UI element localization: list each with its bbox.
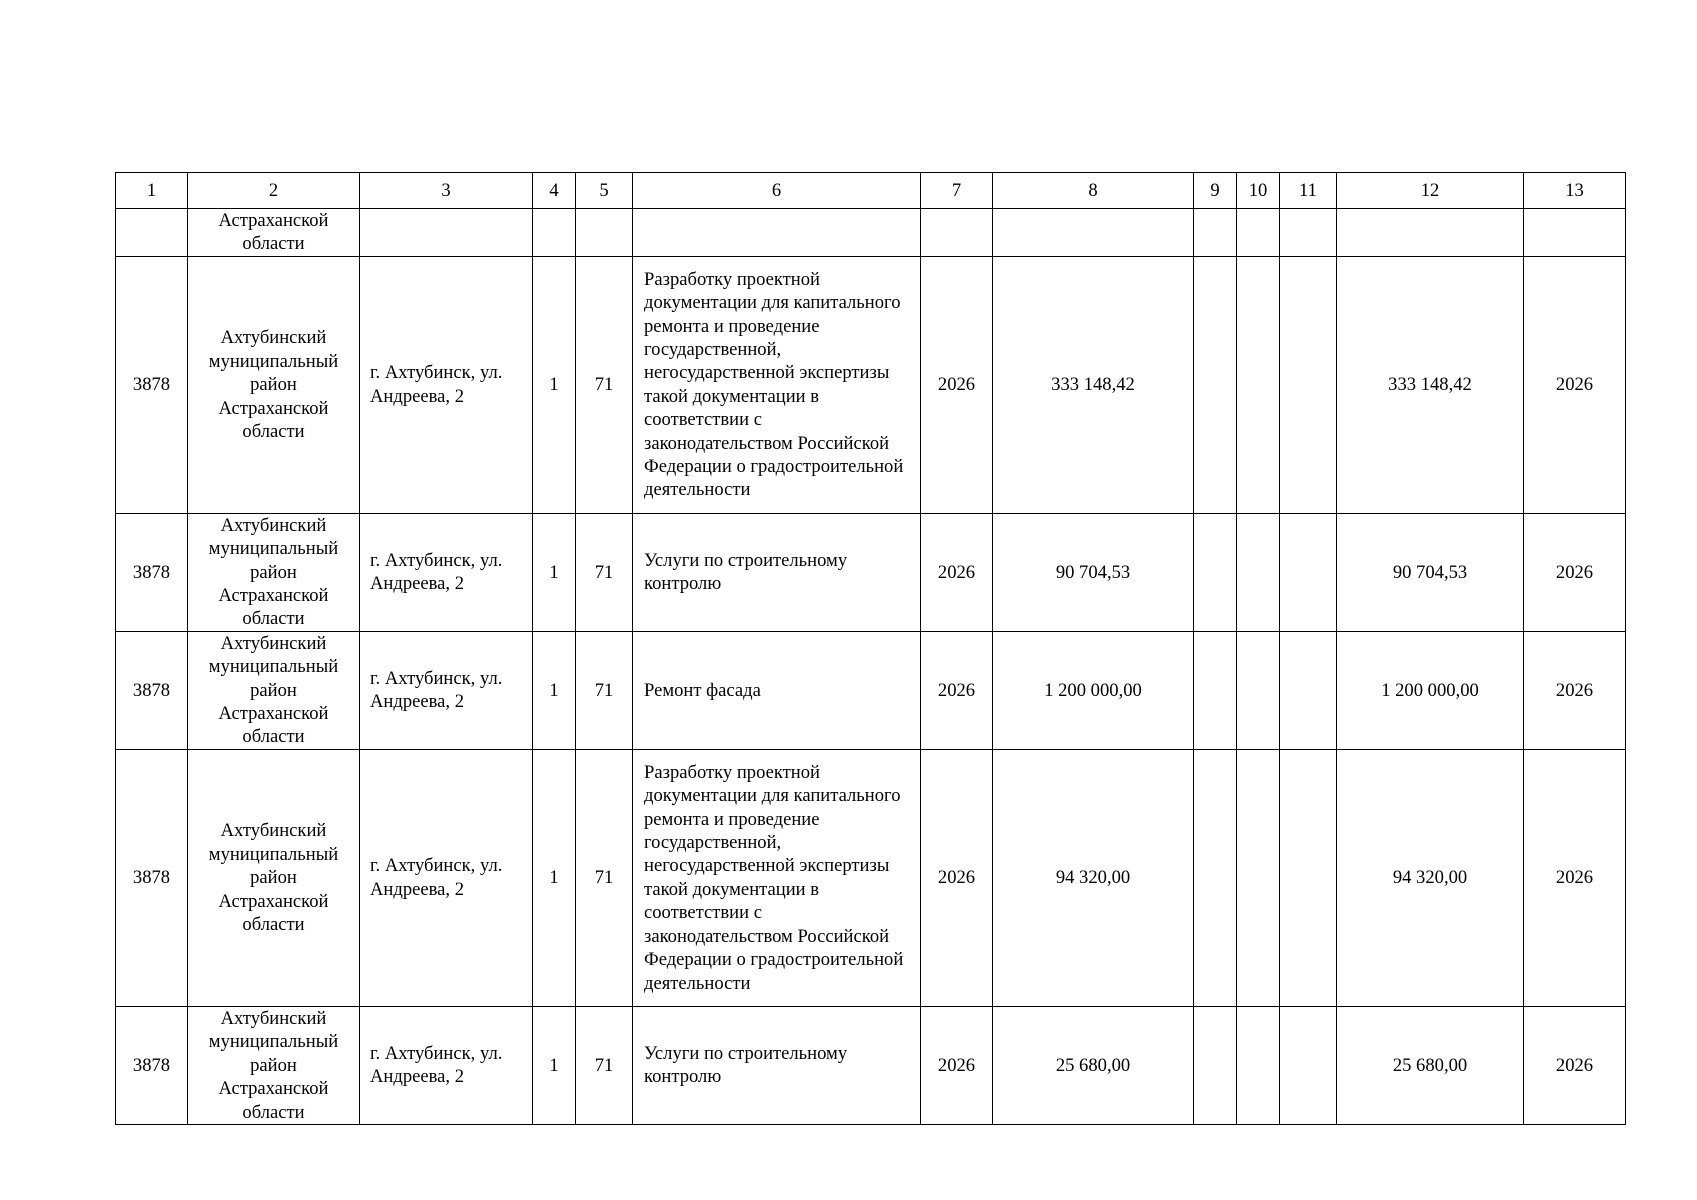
work-description-cell: Разработку проектной документации для капитального ремонта и проведение государственной, негосударственной экспертизы такой документации в соответствии с законодательством Российской Федерации о градостроительной деятельности — [633, 749, 921, 1006]
address-cell: г. Ахтубинск, ул. Андреева, 2 — [360, 1006, 533, 1124]
year-cell: 2026 — [921, 631, 993, 749]
table-cell — [633, 209, 921, 257]
continuation-row — [116, 209, 1626, 257]
cost-cell: 333 148,42 — [1337, 256, 1524, 513]
address-cell: г. Ахтубинск, ул. Андреева, 2 — [360, 256, 533, 513]
table-cell — [1237, 631, 1280, 749]
year-cell: 2026 — [1524, 513, 1626, 631]
table-cell — [1194, 749, 1237, 1006]
table-header-row — [116, 173, 1626, 209]
table-cell — [116, 209, 188, 257]
table-cell — [576, 209, 633, 257]
region-cell: Ахтубинский муниципальный район Астраханской области — [188, 256, 360, 513]
region-cell: Ахтубинский муниципальный район Астраханской области — [188, 749, 360, 1006]
table-cell: 1 — [533, 749, 576, 1006]
year-cell: 2026 — [1524, 749, 1626, 1006]
table-cell — [1280, 256, 1337, 513]
table-cell — [533, 209, 576, 257]
table-cell: 1 — [533, 513, 576, 631]
table-cell — [1194, 513, 1237, 631]
column-header: 11 — [1280, 173, 1337, 209]
column-header: 10 — [1237, 173, 1280, 209]
table-cell — [1237, 513, 1280, 631]
table-cell — [360, 209, 533, 257]
table-cell — [1194, 1006, 1237, 1124]
table-cell: 1 — [533, 1006, 576, 1124]
work-description-cell: Услуги по строительному контролю — [633, 1006, 921, 1124]
column-header: 5 — [576, 173, 633, 209]
year-cell: 2026 — [921, 1006, 993, 1124]
year-cell: 2026 — [1524, 1006, 1626, 1124]
table-cell — [1280, 513, 1337, 631]
year-cell: 2026 — [921, 513, 993, 631]
region-cell: Астраханской области — [188, 209, 360, 257]
work-description-cell: Услуги по строительному контролю — [633, 513, 921, 631]
work-description-cell: Разработку проектной документации для капитального ремонта и проведение государственной, негосударственной экспертизы такой документации в соответствии с законодательством Российской Федерации о градостроительной деятельности — [633, 256, 921, 513]
table-cell: 71 — [576, 631, 633, 749]
column-header: 8 — [993, 173, 1194, 209]
column-header: 6 — [633, 173, 921, 209]
id-cell: 3878 — [116, 631, 188, 749]
column-header: 13 — [1524, 173, 1626, 209]
table-cell: 1 — [533, 256, 576, 513]
total-cost-cell: 94 320,00 — [993, 749, 1194, 1006]
table-cell — [1337, 209, 1524, 257]
work-description-cell: Ремонт фасада — [633, 631, 921, 749]
table-cell — [1237, 256, 1280, 513]
table-cell — [921, 209, 993, 257]
table-row — [116, 749, 1626, 1006]
column-header: 3 — [360, 173, 533, 209]
id-cell: 3878 — [116, 749, 188, 1006]
column-header: 2 — [188, 173, 360, 209]
table-cell — [1524, 209, 1626, 257]
column-header: 9 — [1194, 173, 1237, 209]
region-cell: Ахтубинский муниципальный район Астраханской области — [188, 1006, 360, 1124]
cost-cell: 25 680,00 — [1337, 1006, 1524, 1124]
column-header: 4 — [533, 173, 576, 209]
table-cell: 1 — [533, 631, 576, 749]
total-cost-cell: 90 704,53 — [993, 513, 1194, 631]
cost-cell: 1 200 000,00 — [1337, 631, 1524, 749]
table-cell: 71 — [576, 749, 633, 1006]
table-cell — [1237, 1006, 1280, 1124]
table-row — [116, 256, 1626, 513]
table-cell — [1280, 631, 1337, 749]
table-cell — [1194, 256, 1237, 513]
table-cell — [1280, 749, 1337, 1006]
table-row — [116, 513, 1626, 631]
repair-program-table — [115, 172, 1626, 1125]
id-cell: 3878 — [116, 1006, 188, 1124]
table-cell — [1237, 749, 1280, 1006]
total-cost-cell: 25 680,00 — [993, 1006, 1194, 1124]
column-header: 7 — [921, 173, 993, 209]
table-cell — [1194, 209, 1237, 257]
table-cell: 71 — [576, 1006, 633, 1124]
column-header: 1 — [116, 173, 188, 209]
table-cell — [1280, 1006, 1337, 1124]
table-row — [116, 631, 1626, 749]
column-header: 12 — [1337, 173, 1524, 209]
table-cell — [993, 209, 1194, 257]
cost-cell: 90 704,53 — [1337, 513, 1524, 631]
total-cost-cell: 1 200 000,00 — [993, 631, 1194, 749]
table-cell — [1194, 631, 1237, 749]
id-cell: 3878 — [116, 513, 188, 631]
region-cell: Ахтубинский муниципальный район Астраханской области — [188, 513, 360, 631]
cost-cell: 94 320,00 — [1337, 749, 1524, 1006]
address-cell: г. Ахтубинск, ул. Андреева, 2 — [360, 749, 533, 1006]
table-cell — [1237, 209, 1280, 257]
region-cell: Ахтубинский муниципальный район Астраханской области — [188, 631, 360, 749]
table-cell: 71 — [576, 256, 633, 513]
year-cell: 2026 — [921, 749, 993, 1006]
address-cell: г. Ахтубинск, ул. Андреева, 2 — [360, 631, 533, 749]
total-cost-cell: 333 148,42 — [993, 256, 1194, 513]
id-cell: 3878 — [116, 256, 188, 513]
year-cell: 2026 — [921, 256, 993, 513]
table-cell: 71 — [576, 513, 633, 631]
table-row — [116, 1006, 1626, 1124]
address-cell: г. Ахтубинск, ул. Андреева, 2 — [360, 513, 533, 631]
table-cell — [1280, 209, 1337, 257]
year-cell: 2026 — [1524, 256, 1626, 513]
year-cell: 2026 — [1524, 631, 1626, 749]
